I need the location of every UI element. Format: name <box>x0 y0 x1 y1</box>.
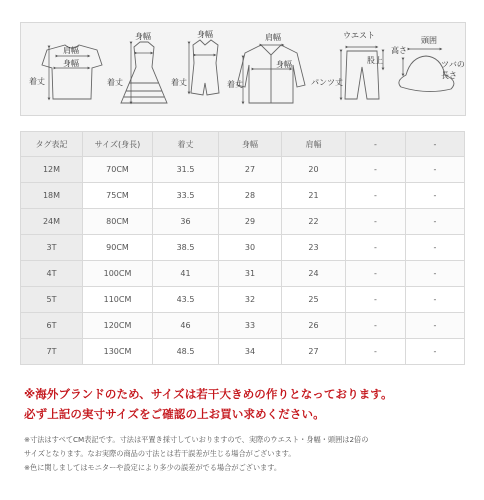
cell-size: 80CM <box>83 209 153 235</box>
cell-shoulder: 26 <box>282 313 346 339</box>
color-note: ※色に関しましてはモニターや設定により多少の誤差がでる場合がございます。 <box>24 463 282 472</box>
cell-empty-2: - <box>406 287 465 313</box>
cell-chest: 34 <box>219 339 282 365</box>
cell-tag: 12M <box>21 157 83 183</box>
cell-length: 41 <box>153 261 219 287</box>
header-empty-1: - <box>346 132 406 157</box>
cell-tag: 7T <box>21 339 83 365</box>
cell-shoulder: 24 <box>282 261 346 287</box>
check-size-warning: 必ず上記の実寸サイズをご確認の上お買い求めください。 <box>24 407 325 421</box>
cell-empty-1: - <box>346 287 406 313</box>
label-dress-chest: 身幅 <box>135 32 151 41</box>
cell-shoulder: 25 <box>282 287 346 313</box>
table-row <box>21 209 465 235</box>
table-row <box>21 261 465 287</box>
cell-size: 100CM <box>83 261 153 287</box>
cell-size: 110CM <box>83 287 153 313</box>
header-empty-2: - <box>406 132 465 157</box>
cell-size: 75CM <box>83 183 153 209</box>
garment-illustrations <box>21 23 465 115</box>
label-shirt-length: 着丈 <box>29 77 45 86</box>
cell-tag: 5T <box>21 287 83 313</box>
cell-chest: 33 <box>219 313 282 339</box>
label-jacket-chest: 身幅 <box>276 60 292 69</box>
header-tag: タグ表記 <box>21 132 83 157</box>
label-pants-length: パンツ丈 <box>311 78 343 87</box>
cell-chest: 27 <box>219 157 282 183</box>
cell-shoulder: 22 <box>282 209 346 235</box>
cell-empty-1: - <box>346 339 406 365</box>
cell-length: 36 <box>153 209 219 235</box>
cell-empty-2: - <box>406 261 465 287</box>
cell-chest: 31 <box>219 261 282 287</box>
cell-size: 70CM <box>83 157 153 183</box>
cell-tag: 4T <box>21 261 83 287</box>
size-table <box>20 131 465 365</box>
cell-empty-1: - <box>346 157 406 183</box>
cell-shoulder: 20 <box>282 157 346 183</box>
cell-empty-2: - <box>406 313 465 339</box>
table-header-row <box>21 132 465 157</box>
label-pants-rise: 股上 <box>367 56 383 65</box>
cell-chest: 30 <box>219 235 282 261</box>
cell-size: 90CM <box>83 235 153 261</box>
header-size: サイズ(身長) <box>83 132 153 157</box>
cell-chest: 29 <box>219 209 282 235</box>
cell-empty-1: - <box>346 261 406 287</box>
cell-length: 31.5 <box>153 157 219 183</box>
measurement-note-2: サイズとなります。なお実際の商品の寸法とは若干誤差が生じる場合がございます。 <box>24 449 296 458</box>
cell-chest: 32 <box>219 287 282 313</box>
label-pants-waist: ウエスト <box>343 31 375 40</box>
label-hat-brim-2: 長さ <box>441 71 457 80</box>
cell-length: 38.5 <box>153 235 219 261</box>
label-hat-brim-1: ツバの <box>441 60 465 69</box>
cell-length: 43.5 <box>153 287 219 313</box>
cell-empty-1: - <box>346 183 406 209</box>
measurement-note-1: ※寸法はすべてCM表記です。寸法は平置き採寸していおりますので、実際のウエスト・身幅・頭囲は2倍の <box>24 435 369 444</box>
label-hat-circumference: 頭囲 <box>421 36 437 45</box>
label-hat-height: 高さ <box>391 46 407 55</box>
cell-tag: 6T <box>21 313 83 339</box>
cell-empty-1: - <box>346 209 406 235</box>
header-shoulder: 肩幅 <box>282 132 346 157</box>
label-jacket-shoulder: 肩幅 <box>265 33 281 42</box>
measurement-diagram <box>20 22 466 116</box>
cell-tag: 3T <box>21 235 83 261</box>
cell-empty-2: - <box>406 235 465 261</box>
label-jacket-length: 着丈 <box>227 80 243 89</box>
cell-shoulder: 23 <box>282 235 346 261</box>
label-dress-length: 着丈 <box>107 78 123 87</box>
cell-chest: 28 <box>219 183 282 209</box>
table-row <box>21 313 465 339</box>
label-shirt-shoulder: 肩幅 <box>63 46 79 55</box>
cell-length: 46 <box>153 313 219 339</box>
cell-empty-1: - <box>346 313 406 339</box>
cell-tag: 24M <box>21 209 83 235</box>
label-romper-length: 着丈 <box>171 78 187 87</box>
label-shirt-chest: 身幅 <box>63 59 79 68</box>
label-romper-chest: 身幅 <box>197 30 213 39</box>
cell-empty-2: - <box>406 339 465 365</box>
cell-empty-2: - <box>406 183 465 209</box>
cell-length: 48.5 <box>153 339 219 365</box>
header-length: 着丈 <box>153 132 219 157</box>
cell-size: 120CM <box>83 313 153 339</box>
cell-size: 130CM <box>83 339 153 365</box>
cell-empty-1: - <box>346 235 406 261</box>
cell-shoulder: 27 <box>282 339 346 365</box>
table-row <box>21 287 465 313</box>
cell-shoulder: 21 <box>282 183 346 209</box>
cell-tag: 18M <box>21 183 83 209</box>
oversize-warning: ※海外ブランドのため、サイズは若干大きめの作りとなっております。 <box>24 387 393 401</box>
cell-empty-2: - <box>406 209 465 235</box>
cell-length: 33.5 <box>153 183 219 209</box>
table-row <box>21 235 465 261</box>
cell-empty-2: - <box>406 157 465 183</box>
dress-icon <box>121 42 167 103</box>
romper-icon <box>191 40 219 95</box>
table-row <box>21 183 465 209</box>
header-chest: 身幅 <box>219 132 282 157</box>
table-row <box>21 157 465 183</box>
table-row <box>21 339 465 365</box>
